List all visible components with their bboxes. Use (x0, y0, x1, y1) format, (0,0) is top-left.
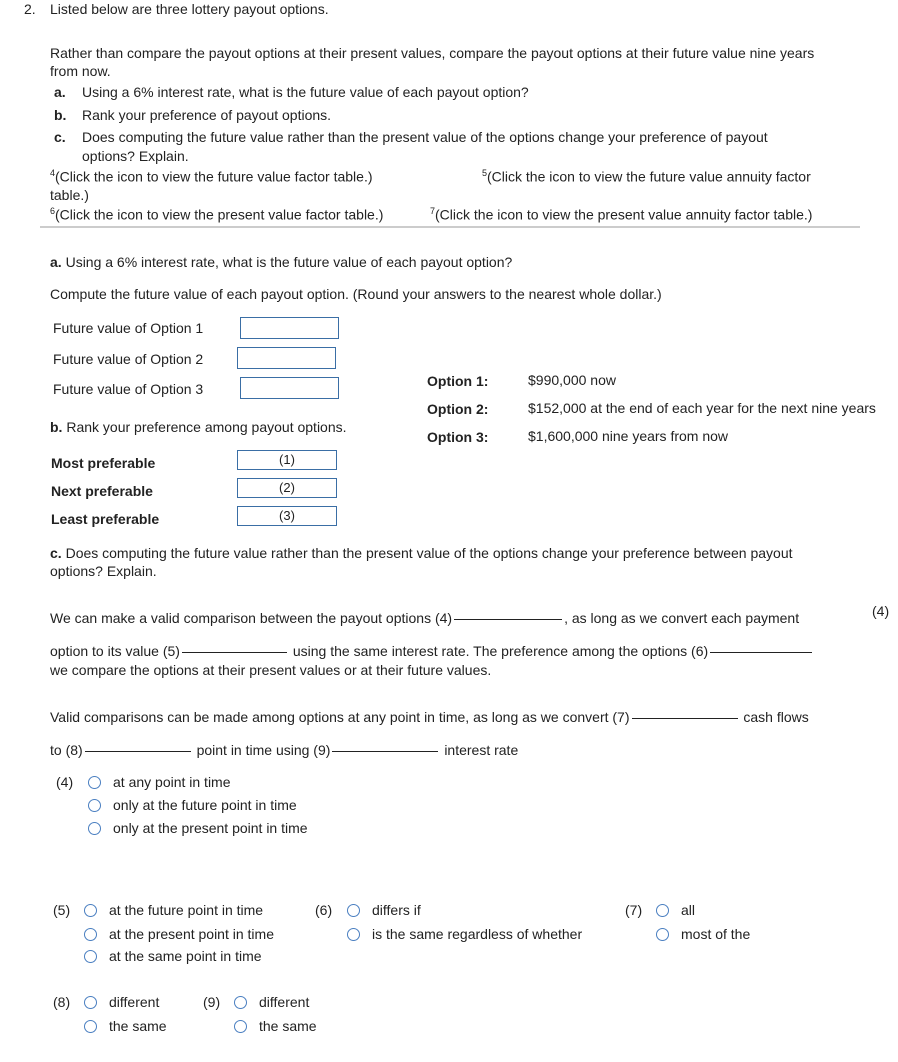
fv-option1-input[interactable] (240, 317, 339, 339)
fv-option3-input[interactable] (240, 377, 339, 399)
question-title: Listed below are three lottery payout options. (50, 1, 329, 17)
option2-label: Option 2: (427, 401, 489, 417)
q7-option: most of the (681, 926, 751, 942)
rank-next-dropdown[interactable]: (2) (237, 478, 337, 498)
q7-radio-2[interactable] (656, 928, 669, 941)
part-text: Does computing the future value rather than the present value of the options change your preference of payout (82, 129, 768, 145)
q5-option: at the present point in time (109, 926, 274, 942)
part-a-instruction: Compute the future value of each payout option. (Round your answers to the nearest whole dollar.) (50, 286, 662, 302)
q5-option: at the future point in time (109, 902, 264, 918)
q5-radio-1[interactable] (84, 904, 97, 917)
fv-option2-input[interactable] (237, 347, 336, 369)
q8-label: (8) (53, 994, 71, 1010)
part-a-heading: a. Using a 6% interest rate, what is the future value of each payout option? (50, 254, 513, 270)
q9-option: different (259, 994, 310, 1010)
blank-marker: (4) (872, 603, 890, 619)
rank-least-dropdown[interactable]: (3) (237, 506, 337, 526)
q6-radio-1[interactable] (347, 904, 360, 917)
option1-label: Option 1: (427, 373, 489, 389)
q9-label: (9) (203, 994, 221, 1010)
part-label: c. (54, 129, 66, 145)
sentence-3: Valid comparisons can be made among options at any point in time, as long as we convert (7) cash flows (50, 709, 809, 725)
fv-option3-label: Future value of Option 3 (53, 381, 204, 397)
blank-6[interactable] (710, 651, 812, 653)
q8-option: the same (109, 1018, 167, 1034)
divider (40, 226, 860, 228)
q9-radio-1[interactable] (234, 996, 247, 1009)
sentence-4: to (8) point in time using (9) interest rate (50, 742, 519, 758)
blank-9[interactable] (332, 750, 438, 752)
q4-option: at any point in time (113, 774, 231, 790)
rank-most-label: Most preferable (51, 455, 156, 471)
fv-option1-label: Future value of Option 1 (53, 320, 204, 336)
q7-label: (7) (625, 902, 643, 918)
part-b-heading: b. Rank your preference among payout options. (50, 419, 347, 435)
option2-desc: $152,000 at the end of each year for the next nine years (528, 400, 876, 416)
intro-text-2: from now. (50, 63, 111, 79)
part-text: Using a 6% interest rate, what is the future value of each payout option? (82, 84, 529, 100)
q6-option: differs if (372, 902, 421, 918)
q5-radio-3[interactable] (84, 950, 97, 963)
q4-option: only at the future point in time (113, 797, 297, 813)
part-label: b. (54, 107, 67, 123)
q4-radio-1[interactable] (88, 776, 101, 789)
sentence-1: We can make a valid comparison between the payout options (4) , as long as we convert each payment (50, 610, 800, 626)
option3-label: Option 3: (427, 429, 489, 445)
fv-annuity-link[interactable]: $^5$(Click the icon to view the future value annuity factor (482, 168, 811, 185)
q9-option: the same (259, 1018, 317, 1034)
blank-5[interactable] (182, 651, 287, 653)
q8-radio-1[interactable] (84, 996, 97, 1009)
part-text: Rank your preference of payout options. (82, 107, 332, 123)
q6-option: is the same regardless of whether (372, 926, 583, 942)
pv-factor-link[interactable]: $^6$(Click the icon to view the present value factor table.) (50, 206, 384, 223)
question-number: 2. (24, 1, 36, 17)
rank-least-label: Least preferable (51, 511, 160, 527)
blank-4[interactable] (454, 618, 562, 620)
q4-radio-2[interactable] (88, 799, 101, 812)
part-label: a. (54, 84, 66, 100)
q5-label: (5) (53, 902, 71, 918)
fv-option2-label: Future value of Option 2 (53, 351, 204, 367)
blank-7[interactable] (632, 717, 738, 719)
sentence-2: option to its value (5) using the same interest rate. The preference among the options (6) (50, 643, 814, 659)
part-text-2: options? Explain. (82, 148, 189, 164)
option1-desc: $990,000 now (528, 372, 616, 388)
part-c-heading-2: options? Explain. (50, 563, 157, 579)
q4-radio-3[interactable] (88, 822, 101, 835)
pv-annuity-link[interactable]: $^7$(Click the icon to view the present value annuity factor table.) (430, 206, 813, 223)
option3-desc: $1,600,000 nine years from now (528, 428, 729, 444)
q8-radio-2[interactable] (84, 1020, 97, 1033)
fv-annuity-link-cont[interactable]: table.) (50, 187, 89, 203)
q5-option: at the same point in time (109, 948, 262, 964)
q9-radio-2[interactable] (234, 1020, 247, 1033)
q5-radio-2[interactable] (84, 928, 97, 941)
sentence-2-cont: we compare the options at their present values or at their future values. (50, 662, 492, 678)
q6-label: (6) (315, 902, 333, 918)
blank-8[interactable] (85, 750, 191, 752)
q4-label: (4) (56, 774, 74, 790)
q8-option: different (109, 994, 160, 1010)
part-c-heading: c. Does computing the future value rather than the present value of the options change your preference between payout (50, 545, 793, 561)
fv-factor-link[interactable]: $^4$(Click the icon to view the future value factor table.) (50, 168, 373, 185)
q7-option: all (681, 902, 696, 918)
rank-most-dropdown[interactable]: (1) (237, 450, 337, 470)
q4-option: only at the present point in time (113, 820, 308, 836)
q7-radio-1[interactable] (656, 904, 669, 917)
rank-next-label: Next preferable (51, 483, 153, 499)
q6-radio-2[interactable] (347, 928, 360, 941)
intro-text: Rather than compare the payout options at their present values, compare the payout options at their future value nine years (50, 45, 815, 61)
